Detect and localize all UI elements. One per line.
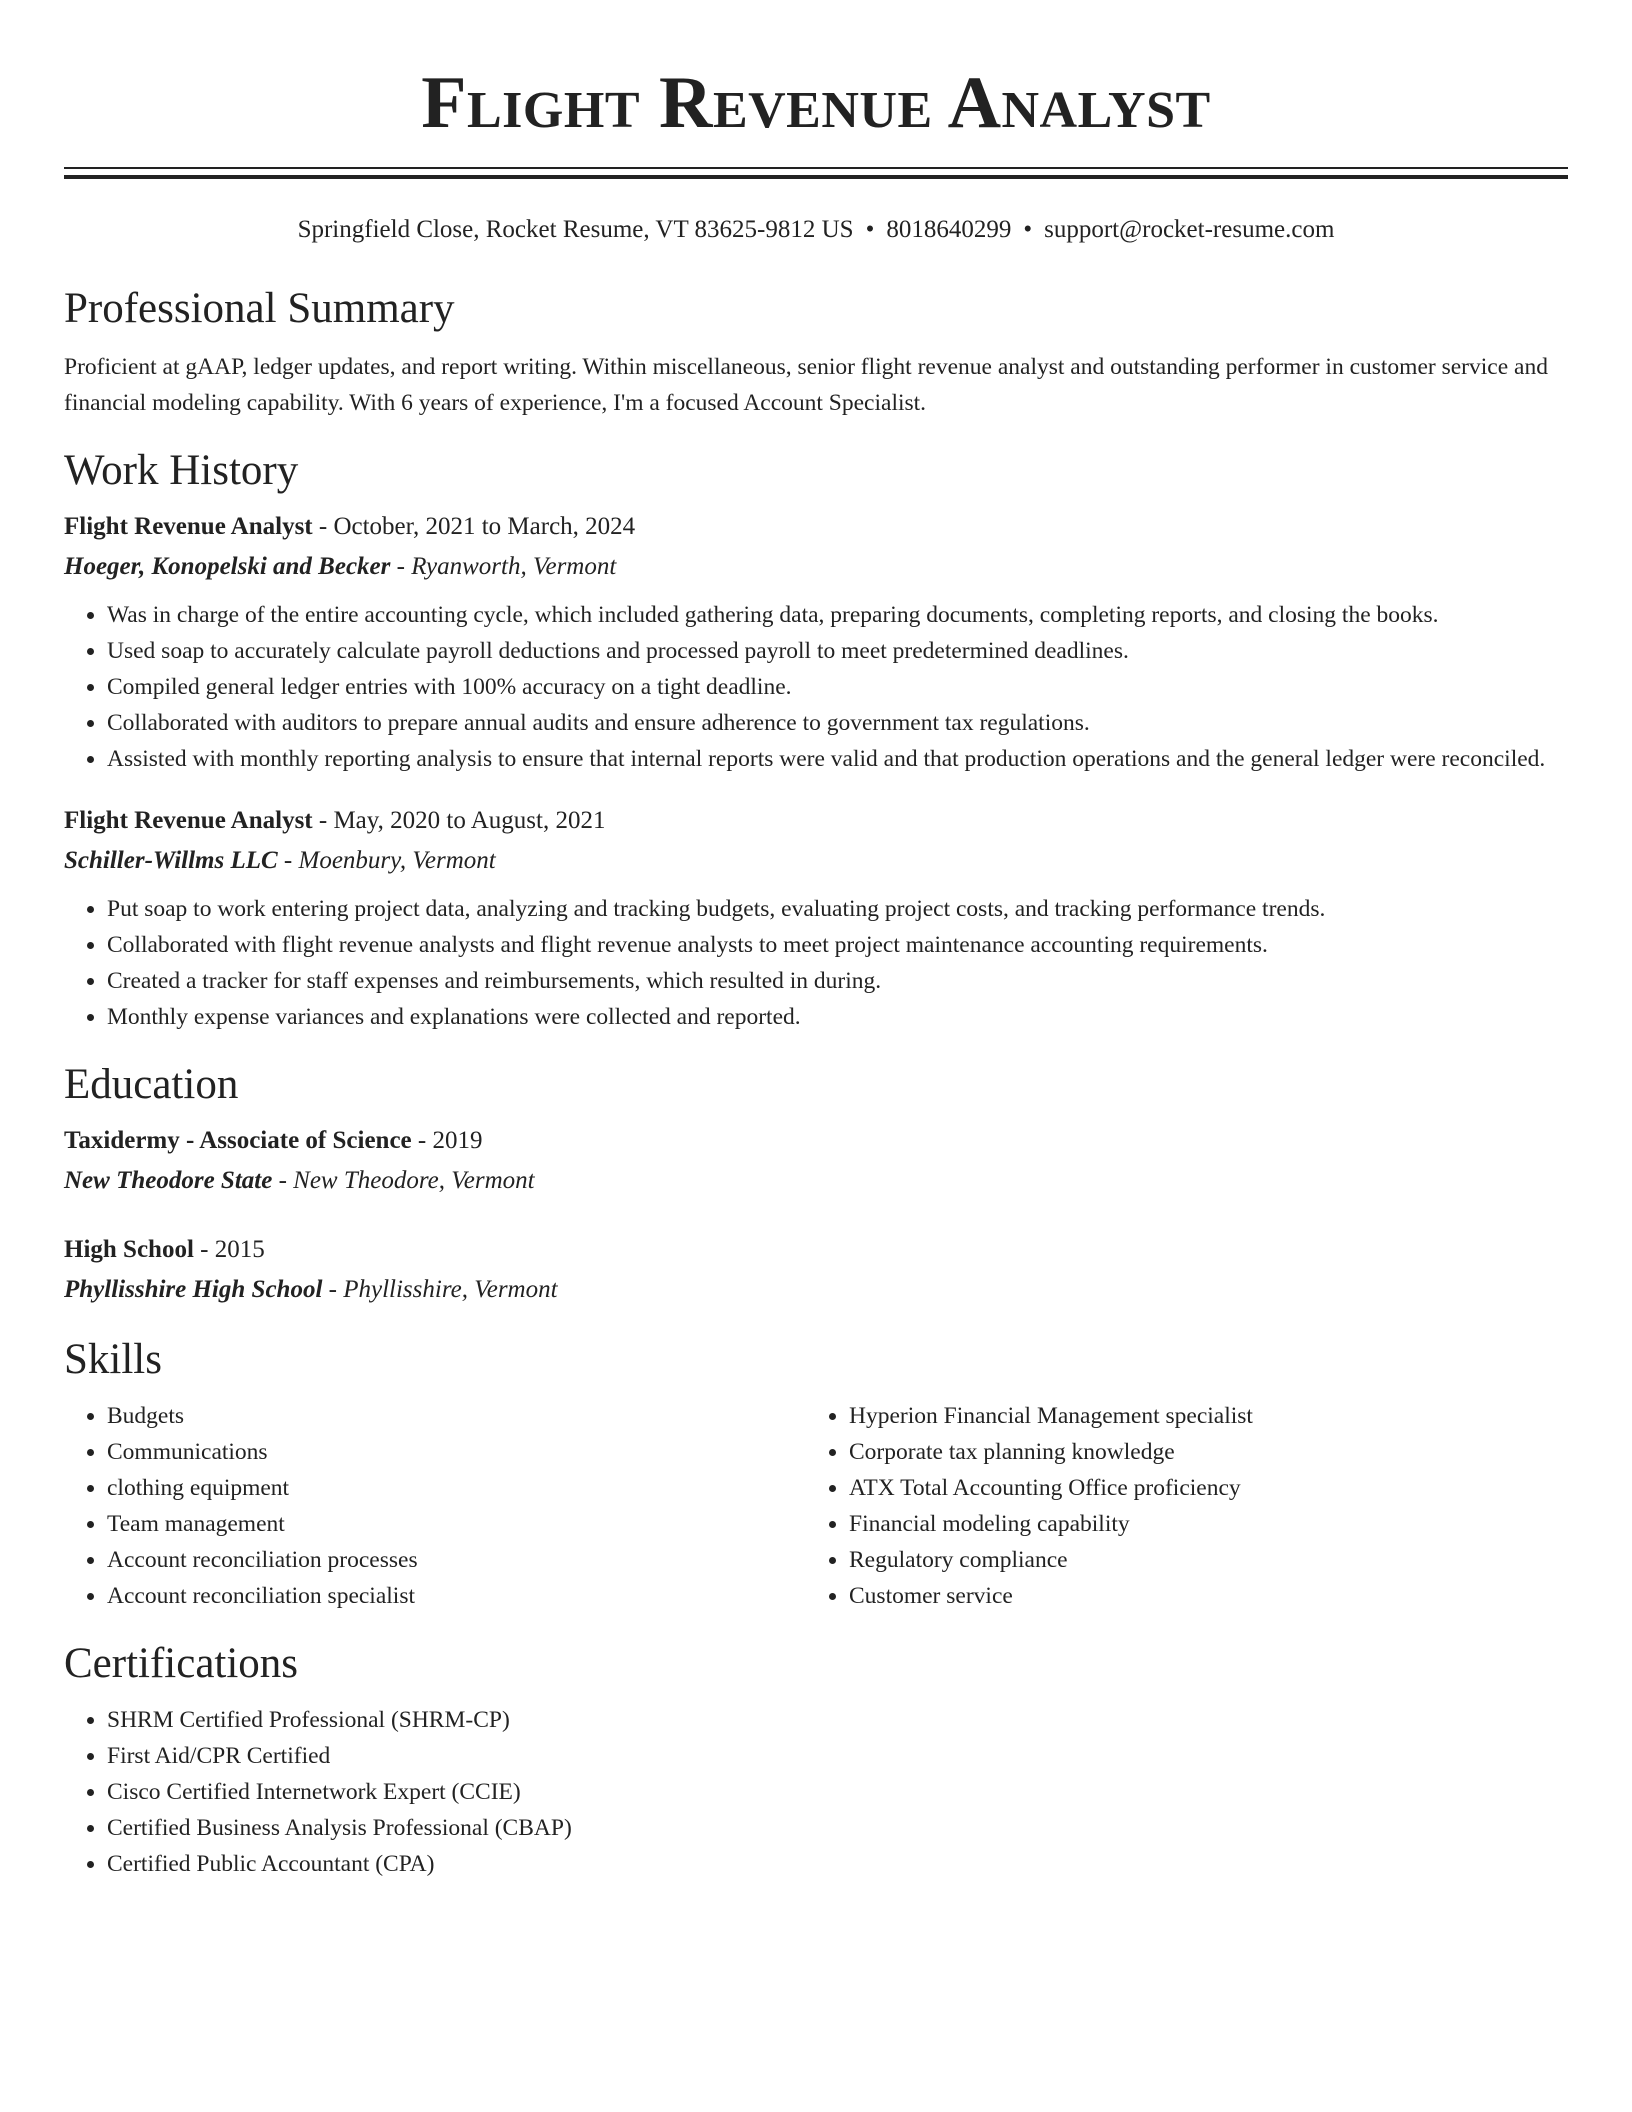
contact-separator: •: [1023, 216, 1033, 243]
certifications-list: [64, 1702, 1568, 1882]
section-title-summary: Professional Summary: [64, 285, 455, 332]
education-school: Phyllisshire High School: [64, 1276, 323, 1303]
education-entry: [64, 1121, 1568, 1201]
list-item: • Communications: [107, 1434, 806, 1470]
job-title-line: [64, 801, 1568, 841]
work-history-section: [64, 445, 1568, 1035]
job-location: - Ryanworth, Vermont: [390, 553, 617, 580]
summary-text: Proficient at gAAP, ledger updates, and report writing. Within miscellaneous, senior flight revenue analyst and outstanding performer in customer service and financial modeling capability. With 6 years of experience, I'm a focused Account Specialist.: [64, 354, 1548, 416]
list-item: • Account reconciliation processes: [107, 1542, 806, 1578]
list-item: • Certified Business Analysis Professional (CBAP): [107, 1810, 1568, 1846]
certifications-section: [64, 1638, 1568, 1882]
job-dates: - May, 2020 to August, 2021: [312, 807, 606, 834]
resume-page: [64, 0, 1568, 1882]
job-bullets: [64, 891, 1568, 1035]
list-item: • Account reconciliation specialist: [107, 1578, 806, 1614]
education-location: - Phyllisshire, Vermont: [322, 1276, 558, 1303]
job-role: Flight Revenue Analyst: [64, 807, 313, 834]
education-school-line: [64, 1161, 1568, 1201]
list-item: • Collaborated with auditors to prepare annual audits and ensure adherence to government tax regulations.: [107, 705, 1568, 741]
job-entry: [64, 507, 1568, 777]
section-title-education: Education: [64, 1061, 239, 1108]
education-year: - 2019: [411, 1127, 483, 1154]
skills-list-right: [806, 1398, 1548, 1614]
list-item: • Compiled general ledger entries with 100% accuracy on a tight deadline.: [107, 669, 1568, 705]
header-rule-thin: [64, 167, 1568, 169]
contact-address: Springfield Close, Rocket Resume, VT 83625-9812 US: [297, 216, 854, 243]
education-degree: Taxidermy - Associate of Science: [64, 1127, 412, 1154]
education-location: - New Theodore, Vermont: [272, 1167, 535, 1194]
contact-phone: 8018640299: [886, 216, 1012, 243]
education-school-line: [64, 1270, 1568, 1310]
contact-email[interactable]: support@rocket-resume.com: [1044, 216, 1335, 243]
list-item: • Budgets: [107, 1398, 806, 1434]
header-rule-thick: [64, 175, 1568, 179]
skills-section: [64, 1334, 1568, 1614]
job-entry: [64, 801, 1568, 1035]
education-entry: [64, 1230, 1568, 1310]
list-item: • Regulatory compliance: [849, 1542, 1548, 1578]
section-title-certifications: Certifications: [64, 1640, 299, 1687]
list-item: • Customer service: [849, 1578, 1548, 1614]
job-company: Schiller-Willms LLC: [64, 847, 278, 874]
list-item: • Assisted with monthly reporting analysis to ensure that internal reports were valid and that production operations and the general ledger were reconciled.: [107, 741, 1568, 777]
list-item: • Was in charge of the entire accounting cycle, which included gathering data, preparing documents, completing reports, and closing the books.: [107, 597, 1568, 633]
list-item: • ATX Total Accounting Office proficiency: [849, 1470, 1548, 1506]
job-company-line: [64, 841, 1568, 881]
job-title-line: [64, 507, 1568, 547]
list-item: • Created a tracker for staff expenses and reimbursements, which resulted in during.: [107, 963, 1568, 999]
list-item: • Certified Public Accountant (CPA): [107, 1846, 1568, 1882]
job-bullets: [64, 597, 1568, 777]
resume-name: Flight Revenue Analyst: [421, 62, 1211, 144]
list-item: • Monthly expense variances and explanations were collected and reported.: [107, 999, 1568, 1035]
education-degree-line: [64, 1230, 1568, 1270]
list-item: • clothing equipment: [107, 1470, 806, 1506]
list-item: • SHRM Certified Professional (SHRM-CP): [107, 1702, 1568, 1738]
list-item: • Corporate tax planning knowledge: [849, 1434, 1548, 1470]
list-item: • Hyperion Financial Management specialist: [849, 1398, 1548, 1434]
list-item: • Team management: [107, 1506, 806, 1542]
education-degree: High School: [64, 1236, 194, 1263]
contact-line: [64, 215, 1568, 245]
list-item: • Put soap to work entering project data, analyzing and tracking budgets, evaluating project costs, and tracking performance trends.: [107, 891, 1568, 927]
section-title-work-history: Work History: [64, 447, 299, 494]
skills-grid: [64, 1398, 1568, 1614]
list-item: • Collaborated with flight revenue analysts and flight revenue analysts to meet project maintenance accounting requirements.: [107, 927, 1568, 963]
list-item: • Cisco Certified Internetwork Expert (CCIE): [107, 1774, 1568, 1810]
job-dates: - October, 2021 to March, 2024: [312, 513, 636, 540]
list-item: • First Aid/CPR Certified: [107, 1738, 1568, 1774]
job-location: - Moenbury, Vermont: [277, 847, 496, 874]
job-company-line: [64, 547, 1568, 587]
education-year: - 2015: [193, 1236, 265, 1263]
summary-section: [64, 283, 1568, 421]
skills-list-left: [64, 1398, 806, 1614]
job-company: Hoeger, Konopelski and Becker: [64, 553, 391, 580]
list-item: • Financial modeling capability: [849, 1506, 1548, 1542]
education-school: New Theodore State: [64, 1167, 273, 1194]
section-title-skills: Skills: [64, 1336, 162, 1383]
list-item: • Used soap to accurately calculate payroll deductions and processed payroll to meet predetermined deadlines.: [107, 633, 1568, 669]
contact-separator: •: [865, 216, 875, 243]
education-section: [64, 1059, 1568, 1310]
education-degree-line: [64, 1121, 1568, 1161]
job-role: Flight Revenue Analyst: [64, 513, 313, 540]
